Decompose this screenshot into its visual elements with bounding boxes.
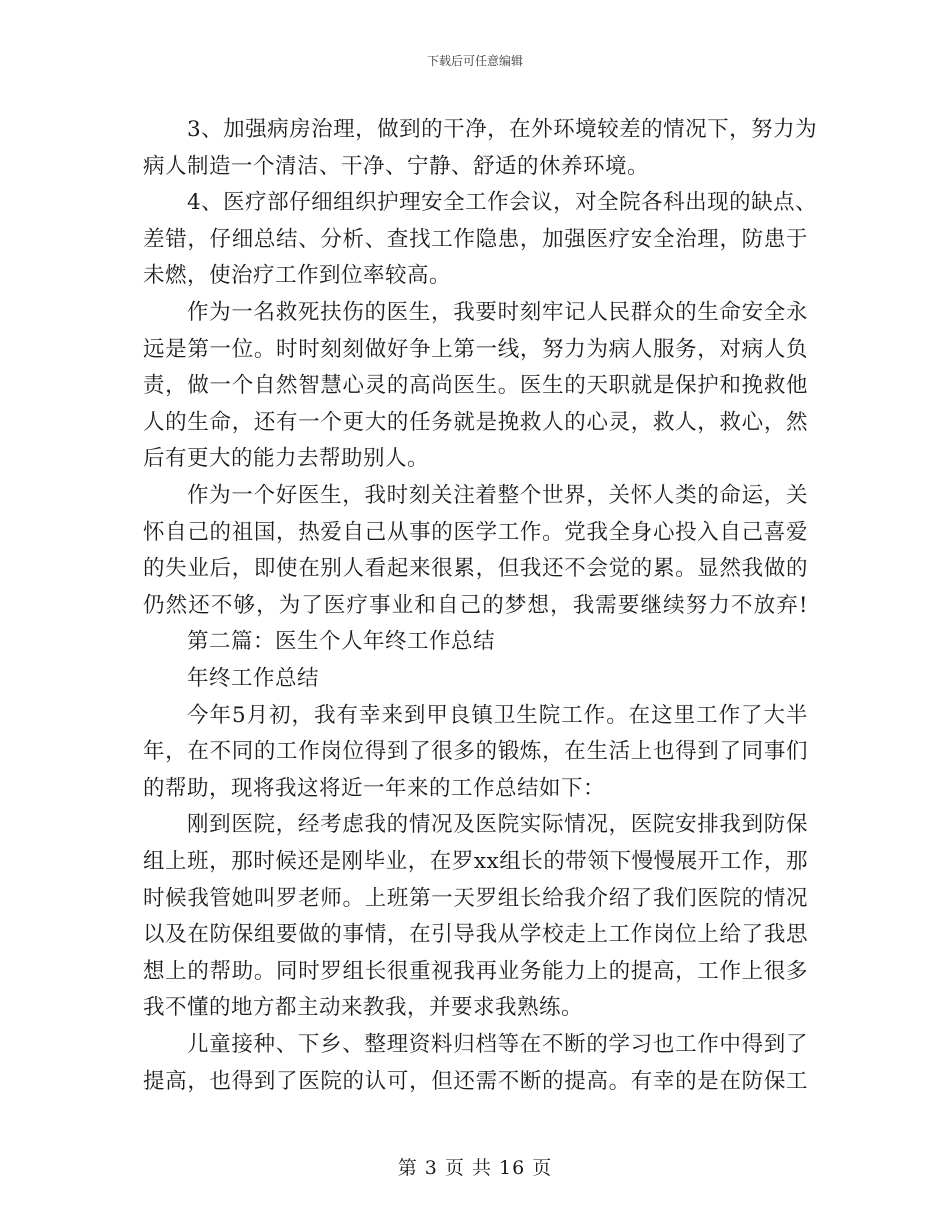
text-line: 今年5月初，我有幸来到甲良镇卫生院工作。在这里工作了大半 (187, 702, 808, 728)
text-line: 时候我管她叫罗老师。上班第一天罗组长给我介绍了我们医院的情况 (143, 885, 808, 911)
text-line: 病人制造一个清洁、干净、宁静、舒适的休养环境。 (143, 153, 650, 179)
text-line: 作为一个好医生，我时刻关注着整个世界，关怀人类的命运，关 (187, 483, 808, 508)
text-line: 仍然还不够，为了医疗事业和自己的梦想，我需要继续努力不放弃! (143, 592, 808, 618)
text-line: 4、医疗部仔细组织护理安全工作会议，对全院各科出现的缺点、 (187, 190, 818, 216)
text-line: 年，在不同的工作岗位得到了很多的锻炼，在生活上也得到了同事们 (143, 739, 808, 765)
text-line: 差错，仔细总结、分析、查找工作隐患，加强医疗安全治理，防患于 (143, 226, 808, 252)
text-line: 我不懂的地方都主动来教我，并要求我熟练。 (143, 995, 584, 1021)
text-line: 的帮助，现将我这将近一年来的工作总结如下： (143, 775, 606, 801)
text-line: 人的生命，还有一个更大的任务就是挽救人的心灵，救人，救心，然 (143, 409, 808, 435)
text-line: 后有更大的能力去帮助别人。 (143, 446, 430, 472)
page-header: 下载后可任意编辑 (426, 54, 523, 68)
text-line: 第二篇：医生个人年终工作总结 (187, 629, 496, 655)
page-footer: 第 3 页 共 16 页 (397, 1157, 553, 1179)
text-line: 未燃，使治疗工作到位率较高。 (143, 263, 452, 289)
text-line: 刚到医院，经考虑我的情况及医院实际情况，医院安排我到防保 (187, 812, 808, 838)
text-line: 3、加强病房治理，做到的干净，在外环境较差的情况下，努力为 (187, 117, 818, 142)
text-line: 年终工作总结 (187, 666, 320, 691)
text-line: 以及在防保组要做的事情，在引导我从学校走上工作岗位上给了我思 (143, 922, 808, 948)
text-line: 远是第一位。时时刻刻做好争上第一线，努力为病人服务，对病人负 (143, 336, 808, 362)
text-line: 儿童接种、下乡、整理资料归档等在不断的学习也工作中得到了 (187, 1032, 808, 1057)
text-line: 责，做一个自然智慧心灵的高尚医生。医生的天职就是保护和挽救他 (143, 373, 808, 399)
text-line: 作为一名救死扶伤的医生，我要时刻牢记人民群众的生命安全永 (187, 300, 808, 325)
text-line: 想上的帮助。同时罗组长很重视我再业务能力上的提高，工作上很多 (143, 958, 808, 984)
text-line: 怀自己的祖国，热爱自己从事的医学工作。党我全身心投入自己喜爱 (143, 519, 808, 545)
text-line: 提高，也得到了医院的认可，但还需不断的提高。有幸的是在防保工 (143, 1068, 808, 1094)
text-line: 组上班，那时候还是刚毕业，在罗xx组长的带领下慢慢展开工作，那 (143, 849, 808, 874)
text-line: 的失业后，即使在别人看起来很累，但我还不会觉的累。显然我做的 (143, 556, 808, 582)
